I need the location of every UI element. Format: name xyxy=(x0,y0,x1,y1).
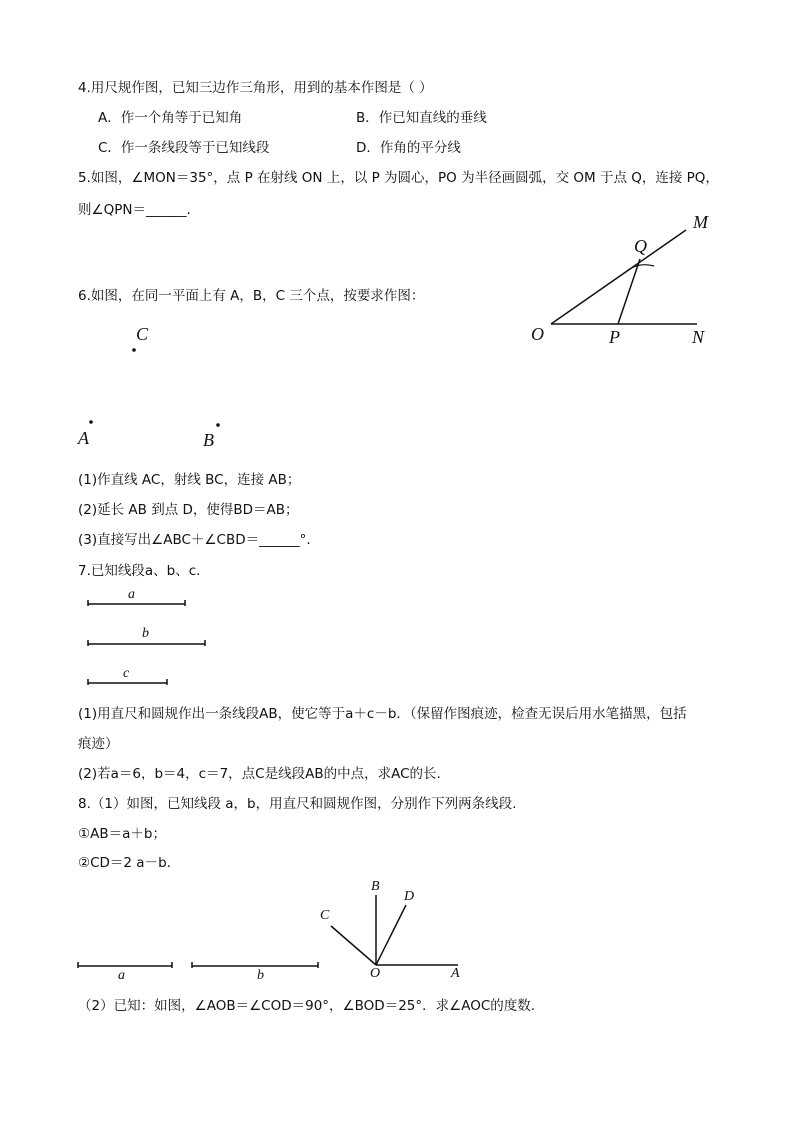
label-c: C xyxy=(136,324,149,344)
q8-part2: （2）已知：如图，∠AOB＝∠COD＝90°，∠BOD＝25°．求∠AOC的度数. xyxy=(78,998,536,1014)
q6-part2: (2)延长 AB 到点 D，使得BD＝AB； xyxy=(78,502,299,518)
q4-option-c: C．作一条线段等于已知线段 xyxy=(98,140,270,156)
q4-option-b: B．作已知直线的垂线 xyxy=(356,110,487,126)
q8-construction-2: ②CD＝2 a－b. xyxy=(78,855,171,871)
q6-part3: (3)直接写出∠ABC＋∠CBD＝______°. xyxy=(78,532,311,548)
label-b: B xyxy=(203,430,214,450)
q8-label-point-c: C xyxy=(320,908,330,923)
q8-label-b: b xyxy=(257,968,264,983)
q4-option-d: D．作角的平分线 xyxy=(356,140,461,156)
label-n: N xyxy=(692,327,705,347)
label-seg-a: a xyxy=(128,587,135,602)
q6-part1: (1)作直线 AC，射线 BC，连接 AB； xyxy=(78,472,301,488)
label-o: O xyxy=(531,324,544,344)
q6-stem: 6.如图，在同一平面上有 A，B，C 三个点，按要求作图： xyxy=(78,288,425,304)
label-m: M xyxy=(693,212,708,232)
q8-label-point-o: O xyxy=(370,966,381,981)
q8-stem: 8.（1）如图，已知线段 a，b，用直尺和圆规作图，分别作下列两条线段. xyxy=(78,796,517,812)
label-q: Q xyxy=(634,236,647,256)
q4-stem: 4.用尺规作图，已知三边作三角形，用到的基本作图是（ ） xyxy=(78,80,433,96)
q8-label-point-b: B xyxy=(371,879,380,894)
q7-part1-line2: 痕迹） xyxy=(78,736,119,752)
label-seg-c: c xyxy=(123,666,130,681)
q7-part2: (2)若a＝6，b＝4，c＝7，点C是线段AB的中点，求AC的长. xyxy=(78,766,441,782)
q5-stem-line1: 5.如图，∠MON＝35°，点 P 在射线 ON 上，以 P 为圆心，PO 为半径画圆弧，交 OM 于点 Q，连接 PQ， xyxy=(78,170,719,186)
q8-label-a: a xyxy=(118,968,125,983)
ray-oc xyxy=(331,926,376,965)
ray-od xyxy=(376,905,406,965)
label-p: P xyxy=(609,327,620,347)
q8-construction-1: ①AB＝a＋b； xyxy=(78,826,166,842)
q4-option-a: A．作一个角等于已知角 xyxy=(98,110,243,126)
q8-label-point-a: A xyxy=(451,966,460,981)
label-a: A xyxy=(78,428,89,448)
q7-stem: 7.已知线段a、b、c. xyxy=(78,563,201,579)
q7-part1-line1: (1)用直尺和圆规作出一条线段AB，使它等于a＋c－b．（保留作图痕迹，检查无误后用水笔描黑，包括 xyxy=(78,706,687,722)
q8-label-point-d: D xyxy=(404,889,415,904)
q5-stem-line2: 则∠QPN＝______. xyxy=(78,202,191,218)
label-seg-b: b xyxy=(142,626,149,641)
